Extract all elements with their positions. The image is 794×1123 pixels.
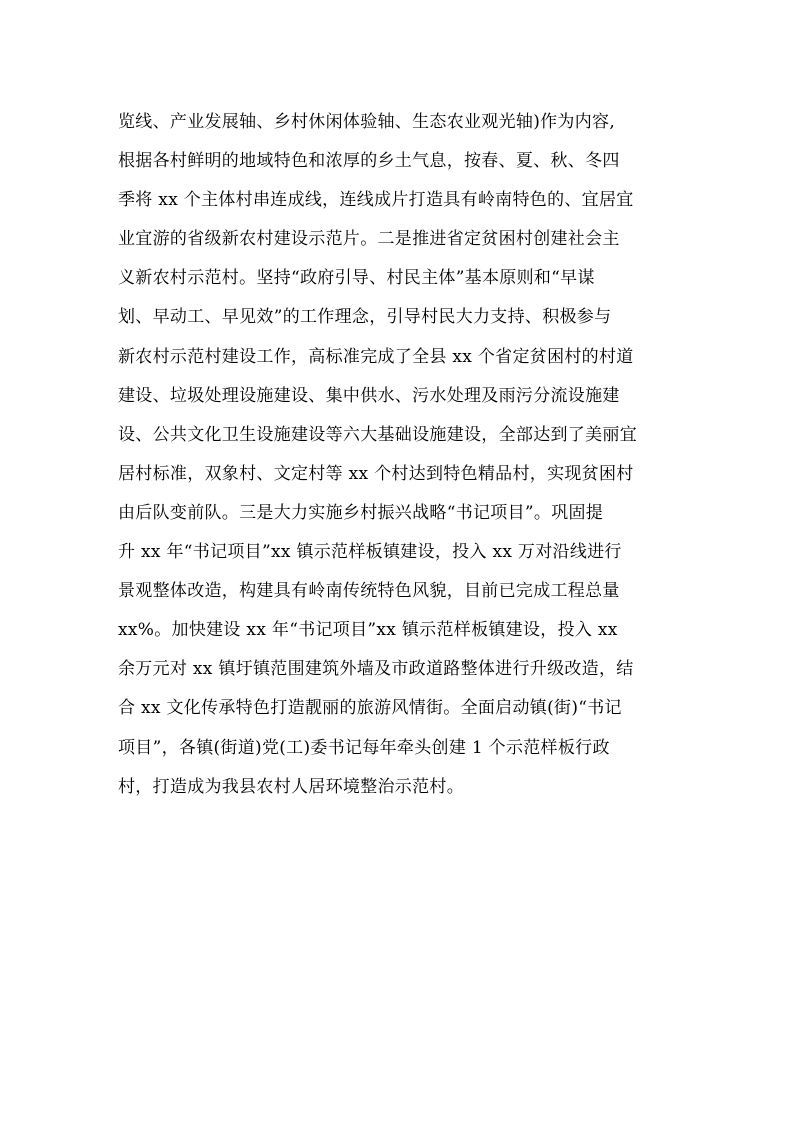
text-line: xx%。加快建设 xx 年“书记项目”xx 镇示范样板镇建设，投入 xx — [118, 620, 618, 641]
text-line: 余万元对 xx 镇圩镇范围建筑外墙及市政道路整体进行升级改造，结 — [118, 659, 634, 680]
text-line: 合 xx 文化传承特色打造靓丽的旅游风情街。全面启动镇(街)“书记 — [118, 698, 622, 719]
text-line: 由后队变前队。三是大力实施乡村振兴战略“书记项目”。巩固提 — [118, 502, 604, 523]
text-line: 设、公共文化卫生设施建设等六大基础设施建设，全部达到了美丽宜 — [118, 424, 637, 445]
text-line: 览线、产业发展轴、乡村休闲体验轴、生态农业观光轴)作为内容, — [118, 112, 616, 132]
body-paragraph — [118, 103, 678, 807]
text-line: 季将 xx 个主体村串连成线，连线成片打造具有岭南特色的、宜居宜 — [118, 190, 634, 211]
text-line: 新农村示范村建设工作，高标准完成了全县 xx 个省定贫困村的村道 — [118, 346, 634, 367]
text-line: 项目”，各镇(街道)党(工)委书记每年牵头创建 1 个示范样板行政 — [118, 737, 610, 758]
text-line: 义新农村示范村。坚持“政府引导、村民主体”基本原则和“早谋 — [118, 268, 595, 289]
text-line: 业宜游的省级新农村建设示范片。二是推进省定贫困村创建社会主 — [118, 229, 620, 250]
text-line: 景观整体改造，构建具有岭南传统特色风貌，目前已完成工程总量 — [118, 581, 620, 602]
text-line: 建设、垃圾处理设施建设、集中供水、污水处理及雨污分流设施建 — [118, 385, 620, 406]
text-line: 村，打造成为我县农村人居环境整治示范村。 — [118, 776, 464, 797]
text-line: 划、早动工、早见效”的工作理念，引导村民大力支持、积极参与 — [118, 307, 612, 328]
text-line: 居村标准，双象村、文定村等 xx 个村达到特色精品村，实现贫困村 — [118, 463, 634, 484]
text-line: 升 xx 年“书记项目”xx 镇示范样板镇建设，投入 xx 万对沿线进行 — [118, 542, 622, 563]
text-line: 根据各村鲜明的地域特色和浓厚的乡土气息，按春、夏、秋、冬四 — [118, 151, 620, 172]
